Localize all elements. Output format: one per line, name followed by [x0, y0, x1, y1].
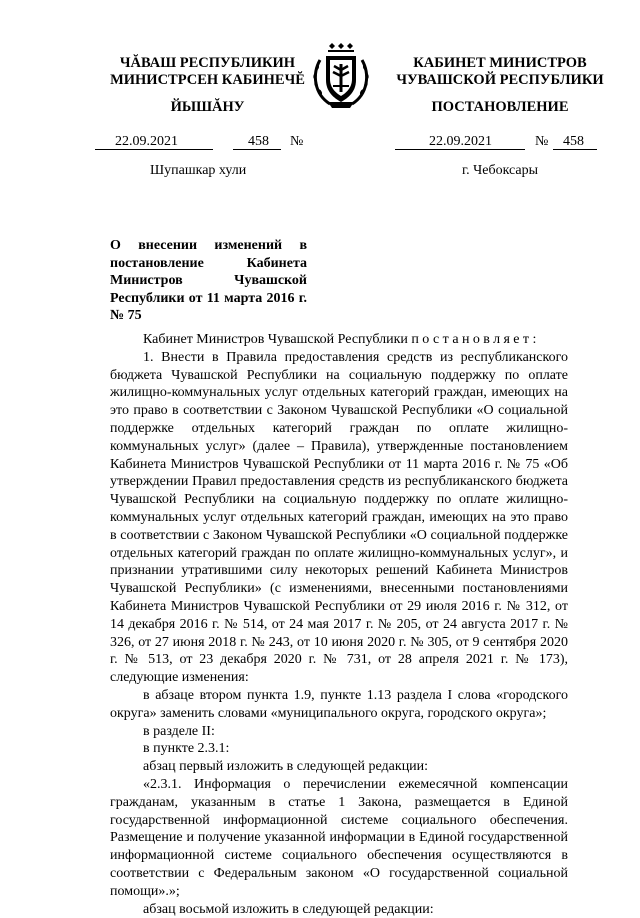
- header-left-doc-type: ЙЫШĂНУ: [95, 99, 320, 116]
- intro-spaced-verb: постановляет:: [411, 332, 539, 347]
- intro-prefix: Кабинет Министров Чувашской Республики: [143, 332, 408, 347]
- header-right-line2: ЧУВАШСКОЙ РЕСПУБЛИКИ: [380, 72, 620, 89]
- paragraph-3: в разделе II:: [110, 723, 568, 741]
- paragraph-6: «2.3.1. Информация о перечислении ежемесячной компенсации гражданам, указанным в статье 1 Закона, размещается в Единой государственной информационной системе социального обеспечения. Размещение и получение указанной информации в Единой государственной информационной системе социального обеспечения осуществляются в соответствии с Федеральным законом «О государственной социальной помощи».»;: [110, 776, 568, 901]
- paragraph-2: в абзаце втором пункта 1.9, пункте 1.13 раздела I слова «городского округа» заменить словами «муниципального округа, городского округа»;: [110, 687, 568, 723]
- header-right-doc-type: ПОСТАНОВЛЕНИЕ: [380, 99, 620, 116]
- header-left: [95, 55, 320, 89]
- place-right: г. Чебоксары: [462, 163, 538, 179]
- left-date-underline: [95, 149, 213, 150]
- right-number-sign: №: [535, 134, 548, 150]
- right-number-underline: [553, 149, 597, 150]
- date-line-right: [385, 134, 597, 150]
- right-number: 458: [563, 134, 584, 150]
- header-right-line1: КАБИНЕТ МИНИСТРОВ: [380, 55, 620, 72]
- document-title: О внесении изменений в постановление Кабинета Министров Чувашской Республики от 11 марта 2016 г. № 75: [110, 237, 307, 325]
- paragraph-1: 1. Внести в Правила предоставления средств из республиканского бюджета Чувашской Республики на социальную поддержку по оплате жилищно-коммунальных услуг отдельных категорий граждан, имеющих на это право в соответствии с Законом Чувашской Республики «О социальной поддержке отдельных категорий граждан по оплате жилищно-коммунальных услуг» (далее – Правила), утвержденные постановлением Кабинета Министров Чувашской Республики от 11 марта 2016 г. № 75 «Об утверждении Правил предоставления средств из республиканского бюджета Чувашской Республики на социальную поддержку по оплате жилищно-коммунальных услуг отдельных категорий граждан, имеющих на это право в соответствии с Законом Чувашской Республики «О социальной поддержке отдельных категорий граждан по оплате жилищно-коммунальных услуг», и признании утратившими силу некоторых решений Кабинета Министров Чувашской Республики» (с изменениями, внесенными постановлениями Кабинета Министров Чувашской Республики от 29 июля 2016 г. № 312, от 14 декабря 2016 г. № 514, от 24 мая 2017 г. № 205, от 24 августа 2017 г. № 326, от 27 июня 2018 г. № 243, от 10 июня 2020 г. № 305, от 9 сентября 2020 г. № 513, от 23 декабря 2020 г. № 731, от 28 апреля 2021 г. № 173), следующие изменения:: [110, 349, 568, 687]
- header-left-line2: МИНИСТРСЕН КАБИНЕЧĔ: [95, 72, 320, 89]
- document-body: [110, 331, 568, 918]
- date-line-left: [95, 134, 320, 150]
- left-number-underline: [233, 149, 281, 150]
- header-left-line1: ЧĂВАШ РЕСПУБЛИКИН: [95, 55, 320, 72]
- header-right: [380, 55, 620, 89]
- right-date-underline: [395, 149, 525, 150]
- chuvash-coat-of-arms-icon: [308, 42, 374, 112]
- left-date: 22.09.2021: [115, 134, 178, 150]
- left-number-sign: №: [290, 134, 303, 150]
- paragraph-4: в пункте 2.3.1:: [110, 740, 568, 758]
- right-date: 22.09.2021: [429, 134, 492, 150]
- place-left: Шупашкар хули: [150, 163, 246, 179]
- intro-paragraph: [110, 331, 568, 349]
- left-number: 458: [248, 134, 269, 150]
- paragraph-7: абзац восьмой изложить в следующей редакции:: [110, 901, 568, 918]
- paragraph-5: абзац первый изложить в следующей редакции:: [110, 758, 568, 776]
